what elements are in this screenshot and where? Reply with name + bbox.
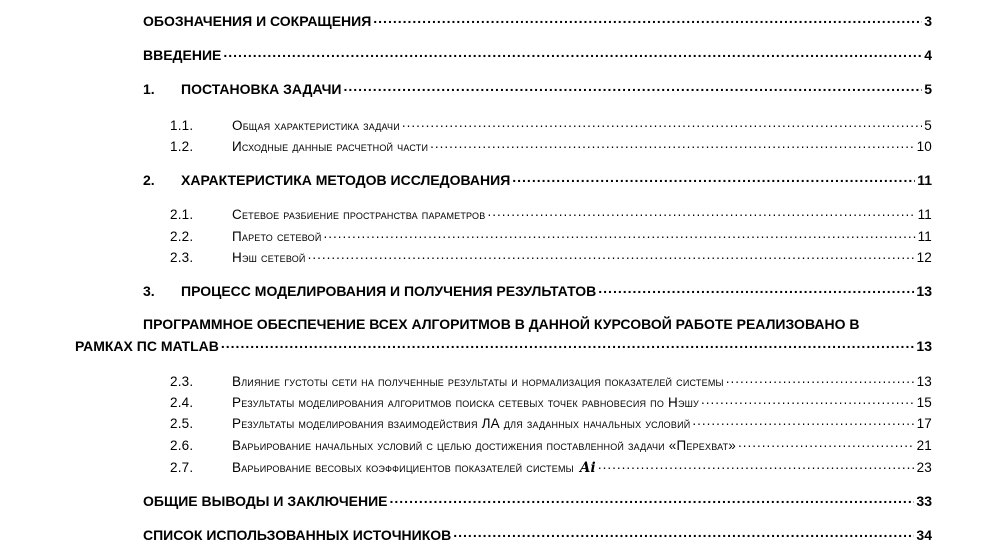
toc-number: 1.	[143, 81, 155, 97]
toc-number: 2.3.	[170, 249, 194, 265]
toc-leader-dots	[430, 137, 914, 151]
toc-entry-introduction[interactable]	[143, 46, 932, 63]
toc-title: Исходные данные расчетной части	[232, 138, 429, 154]
toc-leader-dots	[402, 116, 922, 130]
toc-entry-chapter-2[interactable]	[143, 171, 932, 188]
toc-title: РАМКАХ ПС MATLAB	[75, 338, 219, 354]
toc-title: Результаты моделирования алгоритмов поиска сетевых точек равновесия по Нэшу	[232, 394, 699, 410]
toc-page-number: 13	[916, 283, 932, 299]
toc-entry-2-3[interactable]	[170, 248, 932, 265]
toc-title: ВВЕДЕНИЕ	[143, 47, 222, 63]
toc-leader-dots	[223, 46, 922, 60]
toc-entry-2-6[interactable]	[170, 436, 932, 453]
toc-entry-2-1[interactable]	[170, 205, 932, 222]
toc-page-number: 33	[916, 493, 932, 509]
toc-entry-2-4[interactable]	[170, 393, 932, 410]
formula-symbol-ai: Ai	[579, 459, 596, 476]
toc-page-number: 23	[916, 459, 932, 475]
toc-entry-2-5[interactable]	[170, 414, 932, 431]
toc-title: ПРОЦЕСС МОДЕЛИРОВАНИЯ И ПОЛУЧЕНИЯ РЕЗУЛЬТАТОВ	[181, 283, 597, 299]
toc-entry-2-3-grid-density[interactable]	[170, 372, 932, 389]
toc-leader-dots	[343, 80, 922, 94]
toc-entry-software-line1[interactable]	[143, 316, 932, 332]
toc-page-number: 10	[916, 138, 932, 154]
toc-leader-dots	[726, 372, 915, 386]
toc-leader-dots	[390, 492, 915, 506]
toc-title: ПОСТАНОВКА ЗАДАЧИ	[181, 81, 342, 97]
toc-number: 2.2.	[170, 228, 194, 244]
toc-title: Общая характеристика задачи	[232, 117, 400, 133]
toc-leader-dots	[487, 205, 915, 219]
toc-page-number: 13	[916, 373, 932, 389]
toc-leader-dots	[453, 526, 914, 540]
toc-entry-2-7[interactable]	[170, 458, 932, 476]
toc-entry-chapter-1[interactable]	[143, 80, 932, 97]
toc-title: Результаты моделирования взаимодействия ЛА для заданных начальных условий	[232, 415, 691, 431]
toc-leader-dots	[373, 12, 922, 26]
toc-leader-dots	[512, 171, 915, 185]
toc-title: ОБОЗНАЧЕНИЯ И СОКРАЩЕНИЯ	[143, 13, 372, 29]
toc-number: 2.6.	[170, 437, 194, 453]
toc-number: 3.	[143, 283, 155, 299]
toc-leader-dots	[308, 248, 915, 262]
toc-page-number: 11	[917, 228, 932, 244]
toc-title: СПИСОК ИСПОЛЬЗОВАННЫХ ИСТОЧНИКОВ	[143, 527, 452, 543]
toc-page-number: 5	[924, 81, 932, 97]
toc-title: Влияние густоты сети на полученные результаты и нормализация показателей системы	[232, 373, 724, 389]
toc-leader-dots	[738, 436, 915, 450]
toc-title: Варьирование весовых коэффициентов показателей системы	[232, 459, 574, 475]
toc-page-number: 15	[916, 394, 932, 410]
toc-leader-dots	[324, 227, 916, 241]
toc-entry-1-2[interactable]	[170, 137, 932, 154]
toc-page-number: 5	[924, 117, 932, 133]
toc-title: Парето сетевой	[232, 228, 322, 244]
toc-entry-abbreviations[interactable]	[143, 12, 932, 29]
toc-page-number: 4	[924, 47, 932, 63]
toc-entry-2-2[interactable]	[170, 227, 932, 244]
toc-entry-conclusions[interactable]	[143, 492, 932, 509]
toc-leader-dots	[221, 337, 915, 351]
toc-number: 2.3.	[170, 373, 194, 389]
toc-page-number: 12	[916, 249, 932, 265]
toc-page-number: 11	[917, 206, 932, 222]
toc-page-number: 34	[916, 527, 932, 543]
toc-number: 1.1.	[170, 117, 194, 133]
toc-page-number: 11	[917, 172, 932, 188]
toc-number: 2.5.	[170, 415, 194, 431]
toc-leader-dots	[701, 393, 915, 407]
toc-page-number: 21	[916, 437, 932, 453]
toc-number: 2.1.	[170, 206, 194, 222]
toc-number: 1.2.	[170, 138, 194, 154]
toc-number: 2.7.	[170, 459, 194, 475]
toc-entry-1-1[interactable]	[170, 116, 932, 133]
toc-title: Сетевое разбиение пространства параметров	[232, 206, 486, 222]
toc-leader-dots	[598, 282, 914, 296]
toc-entry-software[interactable]	[75, 337, 932, 354]
toc-number: 2.	[143, 172, 155, 188]
toc-leader-dots	[598, 458, 915, 472]
toc-number: 2.4.	[170, 394, 194, 410]
toc-page-number: 13	[916, 338, 932, 354]
toc-title: ПРОГРАММНОЕ ОБЕСПЕЧЕНИЕ ВСЕХ АЛГОРИТМОВ В ДАННОЙ КУРСОВОЙ РАБОТЕ РЕАЛИЗОВАНО В	[143, 316, 860, 332]
toc-title: Нэш сетевой	[232, 249, 306, 265]
toc-page-number: 3	[924, 13, 932, 29]
toc-title: Варьирование начальных условий с целью достижения поставленной задачи «Перехват»	[232, 437, 737, 453]
toc-leader-dots	[692, 414, 914, 428]
toc-entry-references[interactable]	[143, 526, 932, 543]
toc-title: ХАРАКТЕРИСТИКА МЕТОДОВ ИССЛЕДОВАНИЯ	[181, 172, 511, 188]
toc-page-number: 17	[916, 415, 932, 431]
toc-title: ОБЩИЕ ВЫВОДЫ И ЗАКЛЮЧЕНИЕ	[143, 493, 388, 509]
toc-entry-chapter-3[interactable]	[143, 282, 932, 299]
